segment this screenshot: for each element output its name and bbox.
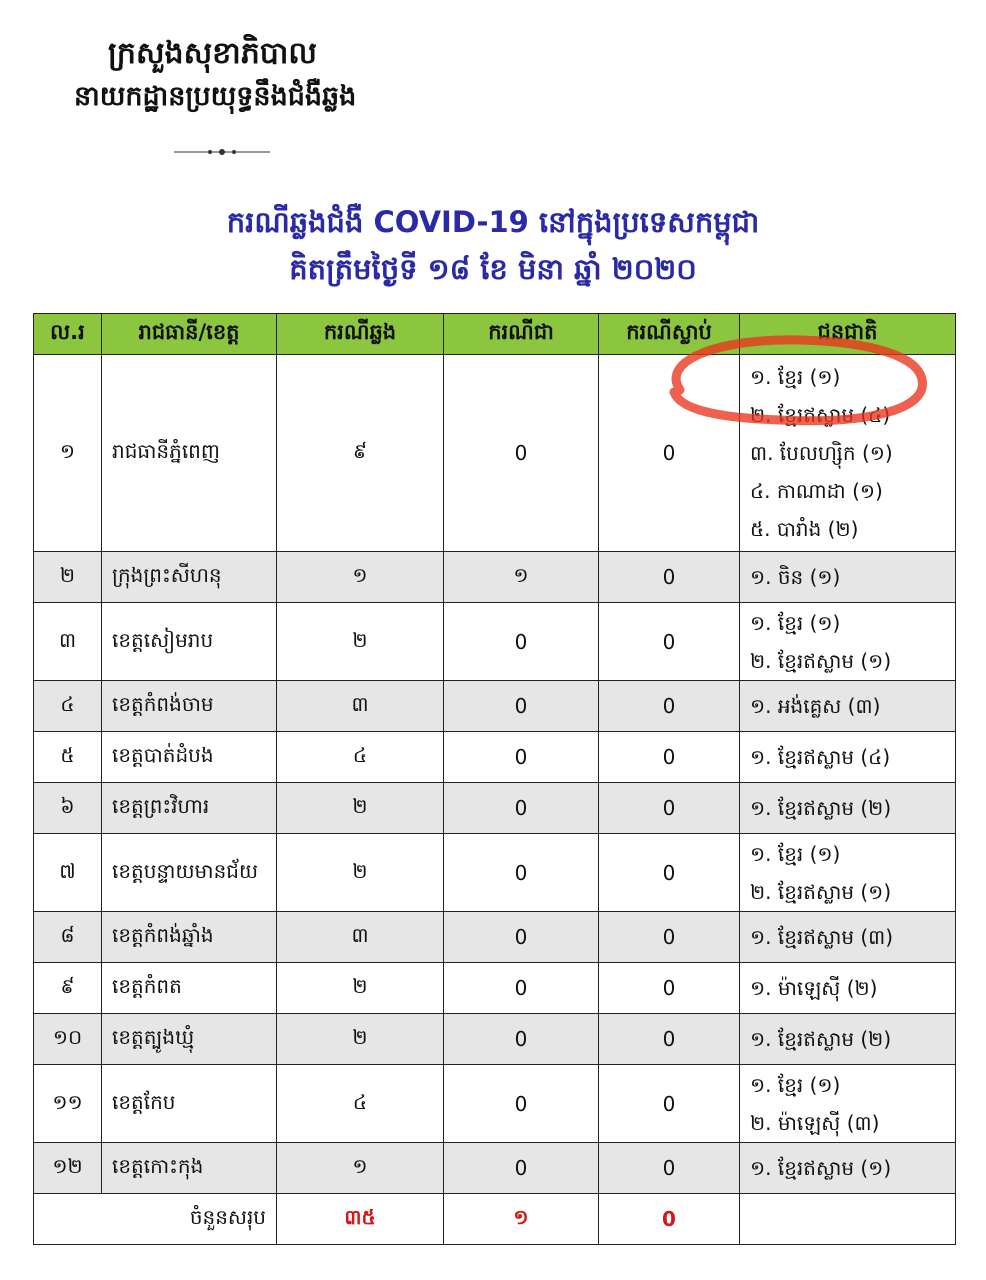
- province-name: ក្រុងព្រះសីហនុ: [102, 552, 277, 603]
- nationality-item: ១. ម៉ាឡេស៊ី (២): [750, 976, 878, 1000]
- col-header-recovered: ករណីជា: [444, 314, 599, 355]
- infected-count: ២: [277, 963, 444, 1014]
- death-count: 0: [599, 1143, 740, 1194]
- table-row: [34, 1065, 956, 1143]
- col-header-province: រាជធានី/ខេត្ត: [102, 314, 277, 355]
- row-number: ៩: [34, 963, 102, 1014]
- infected-count: ៣: [277, 681, 444, 732]
- row-number: ២: [34, 552, 102, 603]
- row-number: ៥: [34, 732, 102, 783]
- row-number: ៧: [34, 834, 102, 912]
- infected-count: ២: [277, 603, 444, 681]
- nationality-item: ១. ចិន (១): [750, 565, 841, 589]
- nationality-item: ២. ខ្មែរឥស្លាម (១): [750, 648, 892, 673]
- department-name: នាយកដ្ឋានប្រយុទ្ធនឹងជំងឺឆ្លង: [74, 81, 357, 112]
- total-recovered: ១: [444, 1194, 599, 1245]
- infected-count: ២: [277, 783, 444, 834]
- nationality-item: ៤. កាណាដា (១): [750, 479, 883, 503]
- death-count: 0: [599, 681, 740, 732]
- province-name: ខេត្តកែប: [102, 1065, 277, 1143]
- death-count: 0: [599, 783, 740, 834]
- nationality-list: [740, 1065, 956, 1143]
- table-row: [34, 912, 956, 963]
- infected-count: ៣: [277, 912, 444, 963]
- table-row: [34, 783, 956, 834]
- report-title: ករណីឆ្លងជំងឺ COVID-19 នៅក្នុងប្រទេសកម្ពុជា: [226, 205, 760, 239]
- nationality-item: ២. ខ្មែរឥស្លាម (១): [750, 879, 892, 904]
- recovered-count: 0: [444, 783, 599, 834]
- nationality-item: ១. ខ្មែរ (១): [750, 365, 841, 389]
- col-header-no: ល.រ: [34, 314, 102, 355]
- table-row: [34, 603, 956, 681]
- recovered-count: 0: [444, 355, 599, 552]
- province-name: ខេត្តកំពត: [102, 963, 277, 1014]
- table-row: [34, 834, 956, 912]
- province-name: ខេត្តត្បូងឃ្មុំ: [102, 1014, 277, 1065]
- province-name: រាជធានីភ្នំពេញ: [102, 355, 277, 552]
- infected-count: ៤: [277, 732, 444, 783]
- report-date: គិតត្រឹមថ្ងៃទី ១៨ ខែ មិនា ឆ្នាំ ២០២០: [289, 252, 697, 286]
- nationality-item: ៣. បែលហ្ស៊ិក (១): [750, 441, 893, 465]
- row-number: ៨: [34, 912, 102, 963]
- recovered-count: 0: [444, 1014, 599, 1065]
- recovered-count: 0: [444, 681, 599, 732]
- recovered-count: 0: [444, 1143, 599, 1194]
- nationality-item: ១. ខ្មែរឥស្លាម (១): [750, 1156, 892, 1180]
- nationality-list: [740, 963, 956, 1014]
- province-name: ខេត្តព្រះវិហារ: [102, 783, 277, 834]
- recovered-count: 0: [444, 732, 599, 783]
- nationality-list: [740, 552, 956, 603]
- nationality-list: [740, 681, 956, 732]
- col-header-deaths: ករណីស្លាប់: [599, 314, 740, 355]
- table-row: [34, 1014, 956, 1065]
- nationality-item: ១. ខ្មែរ (១): [750, 841, 841, 866]
- province-name: ខេត្តសៀមរាប: [102, 603, 277, 681]
- nationality-item: ១. ខ្មែរឥស្លាម (២): [750, 1027, 892, 1051]
- death-count: 0: [599, 355, 740, 552]
- row-number: ១១: [34, 1065, 102, 1143]
- table-row: [34, 681, 956, 732]
- death-count: 0: [599, 1014, 740, 1065]
- nationality-item: ២. ខ្មែរឥស្លាម (៤): [750, 403, 891, 427]
- nationality-list: [740, 783, 956, 834]
- nationality-item: ៥. បារាំង (២): [750, 517, 859, 541]
- province-name: ខេត្តកំពង់ឆ្នាំង: [102, 912, 277, 963]
- nationality-item: ២. ម៉ាឡេស៊ី (៣): [750, 1110, 880, 1135]
- table-header-row: [34, 314, 956, 355]
- nationality-list: [740, 732, 956, 783]
- total-infected: ៣៥: [277, 1194, 444, 1245]
- nationality-item: ១. អង់គ្លេស (៣): [750, 694, 881, 718]
- table-row: [34, 963, 956, 1014]
- infected-count: ២: [277, 1014, 444, 1065]
- nationality-list: [740, 1143, 956, 1194]
- death-count: 0: [599, 552, 740, 603]
- recovered-count: 0: [444, 912, 599, 963]
- total-label: ចំនួនសរុប: [34, 1194, 277, 1245]
- infected-count: ១: [277, 1143, 444, 1194]
- row-number: ៤: [34, 681, 102, 732]
- recovered-count: 0: [444, 834, 599, 912]
- nationality-list: [740, 603, 956, 681]
- recovered-count: ១: [444, 552, 599, 603]
- nationality-item: ១. ខ្មែរឥស្លាម (២): [750, 796, 892, 820]
- row-number: ៣: [34, 603, 102, 681]
- death-count: 0: [599, 834, 740, 912]
- nationality-list: [740, 834, 956, 912]
- infected-count: ៤: [277, 1065, 444, 1143]
- infected-count: ៩: [277, 355, 444, 552]
- row-number: ៦: [34, 783, 102, 834]
- col-header-nationality: ជនជាតិ: [740, 314, 956, 355]
- cases-table: [33, 313, 956, 1245]
- total-deaths: 0: [599, 1194, 740, 1245]
- total-row: [34, 1194, 956, 1245]
- table-row: [34, 552, 956, 603]
- col-header-infected: ករណីឆ្លង: [277, 314, 444, 355]
- death-count: 0: [599, 912, 740, 963]
- nationality-list: [740, 1014, 956, 1065]
- ornament-divider-icon: [174, 146, 270, 158]
- infected-count: ១: [277, 552, 444, 603]
- nationality-item: ១. ខ្មែរឥស្លាម (៣): [750, 925, 894, 949]
- death-count: 0: [599, 732, 740, 783]
- row-number: ១២: [34, 1143, 102, 1194]
- table-row: [34, 732, 956, 783]
- total-nationality-empty: [740, 1194, 956, 1245]
- nationality-list: [740, 912, 956, 963]
- recovered-count: 0: [444, 603, 599, 681]
- nationality-list: [740, 355, 956, 552]
- recovered-count: 0: [444, 963, 599, 1014]
- province-name: ខេត្តបន្ទាយមានជ័យ: [102, 834, 277, 912]
- recovered-count: 0: [444, 1065, 599, 1143]
- nationality-item: ១. ខ្មែរឥស្លាម (៤): [750, 745, 891, 769]
- nationality-item: ១. ខ្មែរ (១): [750, 1072, 841, 1097]
- ministry-name: ក្រសួងសុខាភិបាល: [108, 36, 317, 71]
- death-count: 0: [599, 603, 740, 681]
- infected-count: ២: [277, 834, 444, 912]
- death-count: 0: [599, 1065, 740, 1143]
- nationality-item: ១. ខ្មែរ (១): [750, 610, 841, 635]
- table-row: [34, 355, 956, 552]
- table-row: [34, 1143, 956, 1194]
- row-number: ១: [34, 355, 102, 552]
- province-name: ខេត្តបាត់ដំបង: [102, 732, 277, 783]
- province-name: ខេត្តកោះកុង: [102, 1143, 277, 1194]
- death-count: 0: [599, 963, 740, 1014]
- row-number: ១០: [34, 1014, 102, 1065]
- province-name: ខេត្តកំពង់ចាម: [102, 681, 277, 732]
